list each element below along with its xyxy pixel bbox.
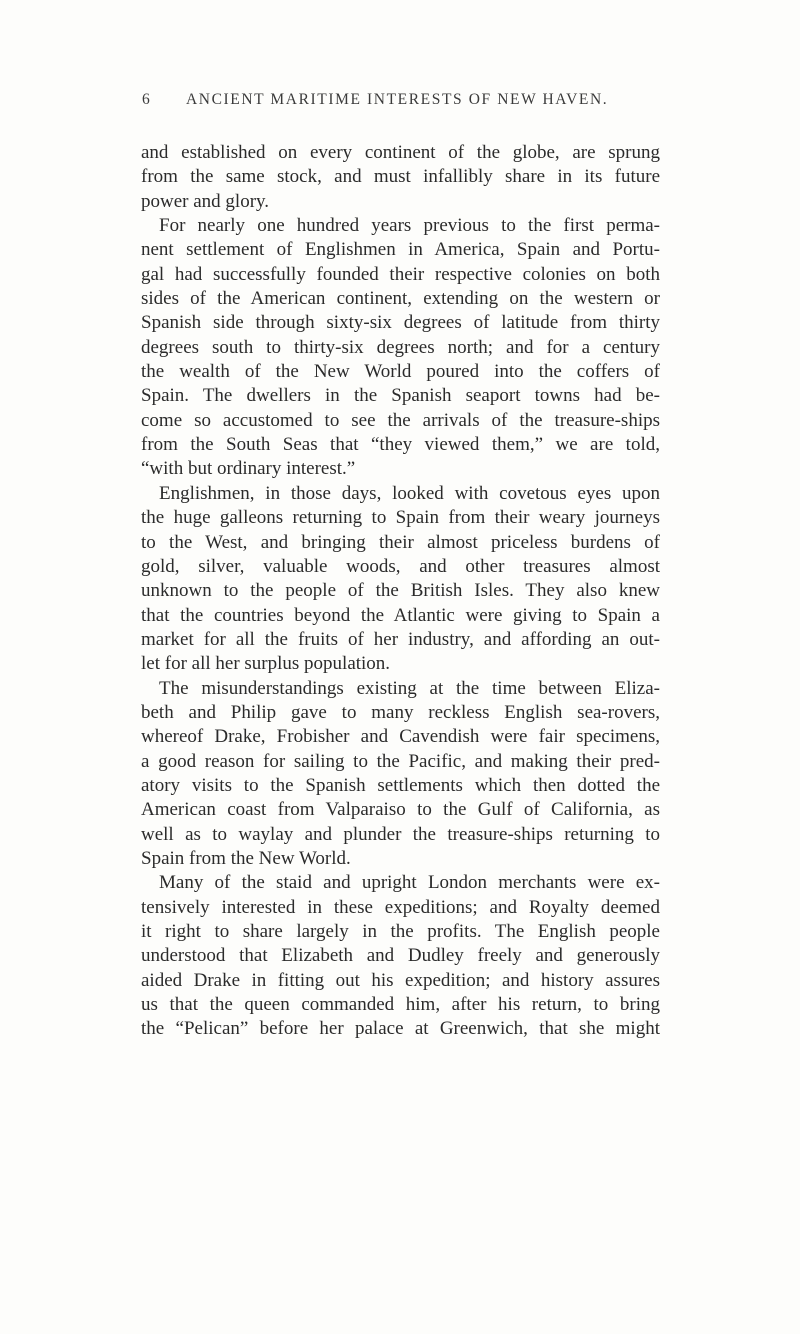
text-line: Spanish side through sixty-six degrees of latitude from thirty: [141, 312, 660, 334]
running-title: ANCIENT MARITIME INTERESTS OF NEW HAVEN.: [186, 91, 609, 108]
text-line: “with but ordinary interest.”: [141, 458, 356, 480]
text-line: American coast from Valparaiso to the Gulf of California, as: [141, 799, 660, 821]
text-line: Englishmen, in those days, looked with covetous eyes upon: [159, 482, 660, 504]
text-line: it right to share largely in the profits. The English people: [141, 921, 660, 942]
text-line: gold, silver, valuable woods, and other treasures almost: [141, 555, 660, 577]
text-line: the wealth of the New World poured into the coffers of: [141, 361, 660, 383]
text-line: unknown to the people of the British Isles. They also knew: [141, 580, 660, 602]
text-line: come so accustomed to see the arrivals of the treasure-ships: [141, 409, 660, 431]
text-line: that the countries beyond the Atlantic were giving to Spain a: [141, 604, 660, 626]
text-line: to the West, and bringing their almost priceless burdens of: [141, 531, 660, 553]
text-line: the huge galleons returning to Spain from their weary journeys: [141, 507, 660, 529]
text-line: from the South Seas that “they viewed them,” we are told,: [141, 434, 660, 456]
running-head: [142, 91, 662, 111]
text-line: a good reason for sailing to the Pacific, and making their pred-: [141, 750, 660, 772]
text-line: whereof Drake, Frobisher and Cavendish were fair specimens,: [141, 726, 660, 748]
text-line: Spain from the New World.: [141, 847, 351, 869]
text-line: Spain. The dwellers in the Spanish seaport towns had be-: [141, 385, 660, 407]
text-line: Many of the staid and upright London merchants were ex-: [159, 872, 660, 894]
text-line: For nearly one hundred years previous to the first perma-: [159, 215, 660, 237]
text-line: power and glory.: [141, 190, 270, 212]
text-line: the “Pelican” before her palace at Greenwich, that she might: [141, 1018, 660, 1040]
text-line: aided Drake in fitting out his expedition; and history assures: [141, 969, 660, 991]
text-line: understood that Elizabeth and Dudley freely and generously: [141, 945, 660, 967]
text-line: let for all her surplus population.: [141, 653, 391, 675]
text-line: sides of the American continent, extending on the western or: [141, 288, 660, 310]
text-line: us that the queen commanded him, after his return, to bring: [141, 994, 660, 1016]
text-line: market for all the fruits of her industry, and affording an out-: [141, 628, 660, 650]
text-line: atory visits to the Spanish settlements which then dotted the: [141, 774, 660, 796]
text-line: The misunderstandings existing at the time between Eliza-: [159, 677, 660, 699]
text-line: beth and Philip gave to many reckless English sea-rovers,: [141, 701, 660, 723]
text-line: nent settlement of Englishmen in America, Spain and Portu-: [141, 239, 660, 261]
text-line: and established on every continent of the globe, are sprung: [141, 142, 660, 163]
text-line: well as to waylay and plunder the treasure-ships returning to: [141, 823, 660, 845]
text-line: degrees south to thirty-six degrees north; and for a century: [141, 336, 660, 358]
text-line: gal had successfully founded their respective colonies on both: [141, 263, 660, 285]
body-text: [141, 141, 660, 1042]
text-line: tensively interested in these expeditions; and Royalty deemed: [141, 896, 660, 918]
text-line: from the same stock, and must infallibly share in its future: [141, 166, 660, 188]
page-number: 6: [142, 91, 152, 108]
